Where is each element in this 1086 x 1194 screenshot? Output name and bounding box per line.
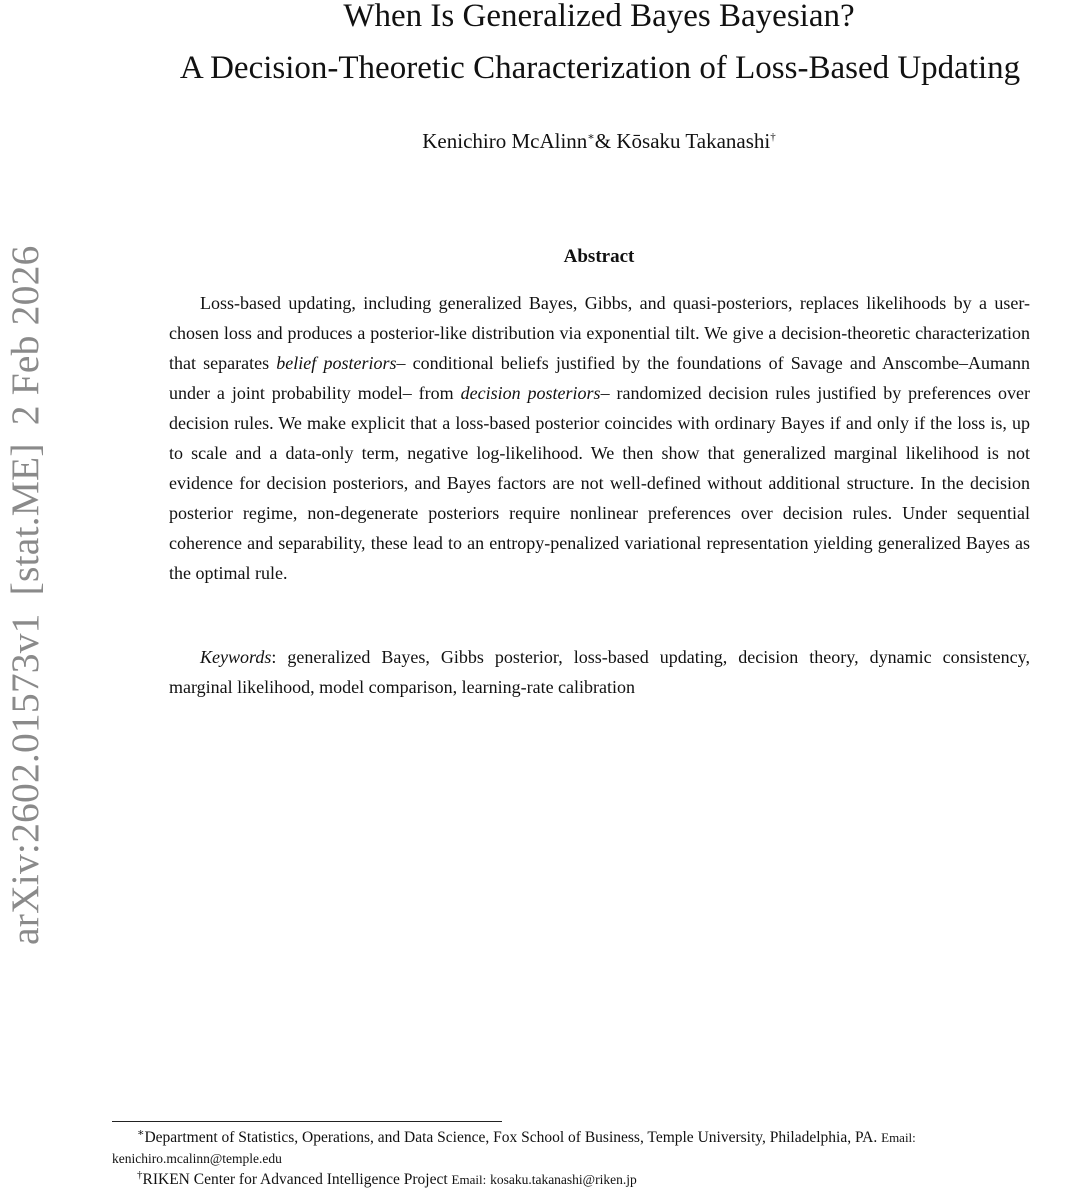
footnote-1-continued — [112, 1148, 1086, 1169]
footnote-1-email[interactable]: kenichiro.mcalinn@temple.edu — [112, 1151, 282, 1166]
paper-title-line-1: When Is Generalized Bayes Bayesian? — [343, 0, 855, 34]
footnote-2-email-label: Email: — [451, 1172, 487, 1187]
footnote-1-text: Department of Statistics, Operations, and Data Science, Fox School of Business, Temple University, Philadelphia, PA. — [144, 1129, 882, 1146]
arxiv-category: [stat.ME] — [3, 443, 47, 596]
arxiv-date: 2 Feb 2026 — [3, 245, 47, 426]
author-2-name: Kōsaku Takanashi — [616, 129, 771, 153]
arxiv-id: arXiv:2602.01573v1 — [3, 613, 47, 945]
abstract-emphasis-belief-posteriors: belief posteriors — [276, 353, 397, 373]
abstract-text-part-2: – conditional beliefs justified by the foundations of Savage and Anscombe–Aumann under a joint probability model– from — [169, 353, 1031, 403]
footnote-1-email-label: Email: — [881, 1130, 916, 1145]
footnote-2-email[interactable]: kosaku.takanashi@riken.jp — [490, 1172, 637, 1187]
abstract-heading: Abstract — [563, 246, 635, 267]
footnote-2-text: RIKEN Center for Advanced Intelligence Project — [142, 1171, 452, 1188]
abstract-emphasis-decision-posteriors: decision posteriors — [460, 383, 601, 403]
keywords-list: : generalized Bayes, Gibbs posterior, loss-based updating, decision theory, dynamic consistency, marginal likelihood, model comparison, learning-rate calibration — [169, 647, 1030, 697]
keywords-paragraph — [169, 642, 1030, 702]
author-1-name: Kenichiro McAlinn — [422, 129, 588, 153]
abstract-text-part-1: Loss-based updating, including generalized Bayes, Gibbs, and quasi-posteriors, replaces likelihoods by a user-chosen loss and produces a posterior-like distribution via exponential tilt. We give a decision-theoretic characterization that separates — [169, 293, 1030, 373]
footnote-rule — [112, 1121, 502, 1122]
arxiv-identifier-stamp — [2, 246, 48, 945]
abstract-text-part-3: – randomized decision rules justified by preferences over decision rules. We make explicit that a loss-based posterior coincides with ordinary Bayes if and only if the loss is, up to scale and a data-only term, negative log-likelihood. We then show that generalized marginal likelihood is not evidence for decision posteriors, and Bayes factors are not well-defined without additional structure. In the decision posterior regime, non-degenerate posteriors require nonlinear preferences over decision rules. Under sequential coherence and separability, these lead to an entropy-penalized variational representation yielding generalized Bayes as the optimal rule. — [169, 383, 1031, 583]
footnotes — [112, 1127, 1086, 1190]
footnote-2-mark: † — [137, 1168, 143, 1181]
footnote-1 — [112, 1127, 1086, 1148]
abstract-body — [169, 288, 1030, 588]
footnote-2 — [112, 1169, 1086, 1190]
footnote-1-mark: ∗ — [137, 1126, 145, 1139]
author-2-footnote-mark: † — [770, 131, 776, 143]
author-1-footnote-mark: ∗ — [587, 131, 595, 143]
paper-title-line-2: A Decision-Theoretic Characterization of Loss-Based Updating — [179, 50, 1021, 86]
keywords-label: Keywords — [200, 647, 272, 667]
author-list — [86, 129, 1086, 154]
author-separator: & — [594, 129, 617, 153]
